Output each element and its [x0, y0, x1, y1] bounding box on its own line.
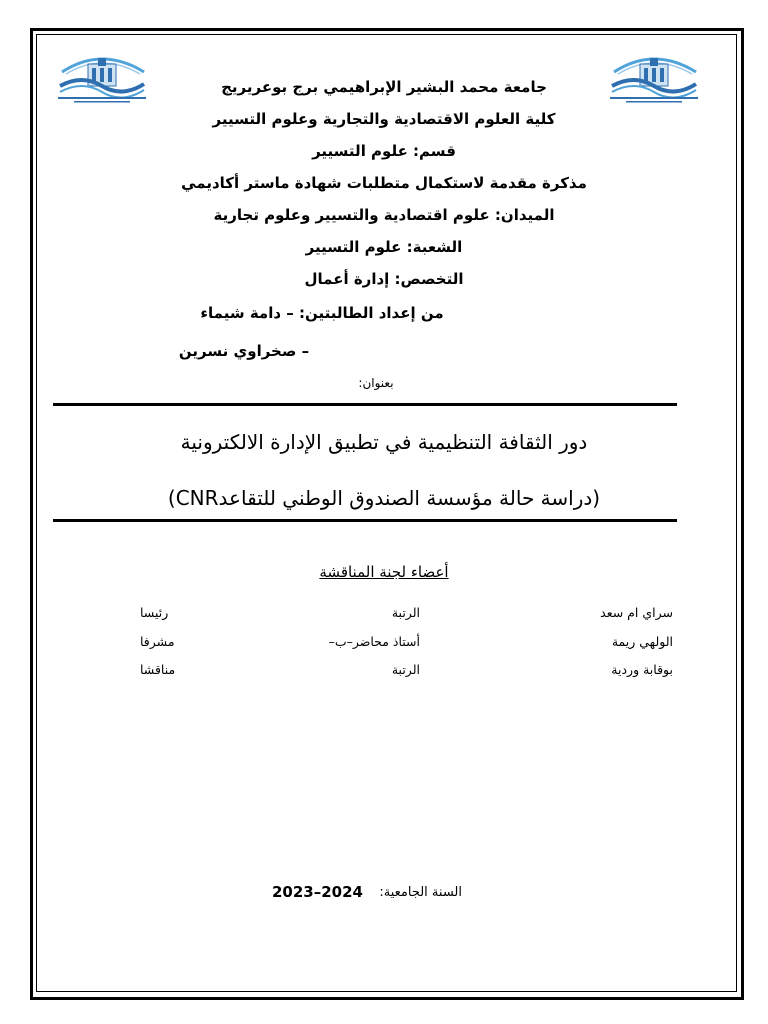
title-rule-top — [53, 403, 677, 406]
member-rank: أستاذ محاضر–ب– — [328, 634, 420, 649]
specialty-line: التخصص: إدارة أعمال — [304, 270, 464, 288]
member-name: الولهي ريمة — [611, 634, 673, 649]
committee-row — [0, 634, 768, 654]
thesis-title: دور الثقافة التنظيمية في تطبيق الإدارة الالكترونية — [180, 430, 588, 454]
thesis-note: مذكرة مقدمة لاستكمال متطلبات شهادة ماستر أكاديمي — [181, 174, 587, 192]
member-name: سراي ام سعد — [600, 605, 673, 620]
member-role: رئيسا — [140, 605, 169, 620]
committee-row — [0, 605, 768, 625]
academic-year-value: 2023–2024 — [272, 883, 363, 901]
department-name: قسم: علوم التسيير — [312, 142, 456, 160]
member-name: بوقابة وردية — [611, 662, 673, 677]
member-role: مناقشا — [140, 662, 176, 677]
faculty-name: كلية العلوم الاقتصادية والتجارية وعلوم التسيير — [212, 110, 556, 128]
title-label: بعنوان: — [358, 376, 394, 390]
field-line: الميدان: علوم اقتصادية والتسيير وعلوم تجارية — [213, 206, 555, 224]
university-name: جامعة محمد البشير الإبراهيمي برج بوعريريج — [221, 78, 547, 96]
member-rank: الرتبة — [391, 662, 420, 677]
prepared-by: من إعداد الطالبتين: – دامة شيماء — [200, 304, 444, 322]
thesis-subtitle: (دراسة حالة مؤسسة الصندوق الوطني للتقاعدCNR) — [167, 486, 601, 510]
student-name-2: – صخراوي نسرين — [178, 342, 310, 360]
member-rank: الرتبة — [391, 605, 420, 620]
member-role: مشرفا — [140, 634, 175, 649]
branch-line: الشعبة: علوم التسيير — [305, 238, 463, 256]
committee-row — [0, 662, 768, 682]
committee-heading: أعضاء لجنة المناقشة — [319, 563, 449, 581]
title-rule-bottom — [53, 519, 677, 522]
academic-year-label: السنة الجامعية: — [379, 885, 462, 900]
